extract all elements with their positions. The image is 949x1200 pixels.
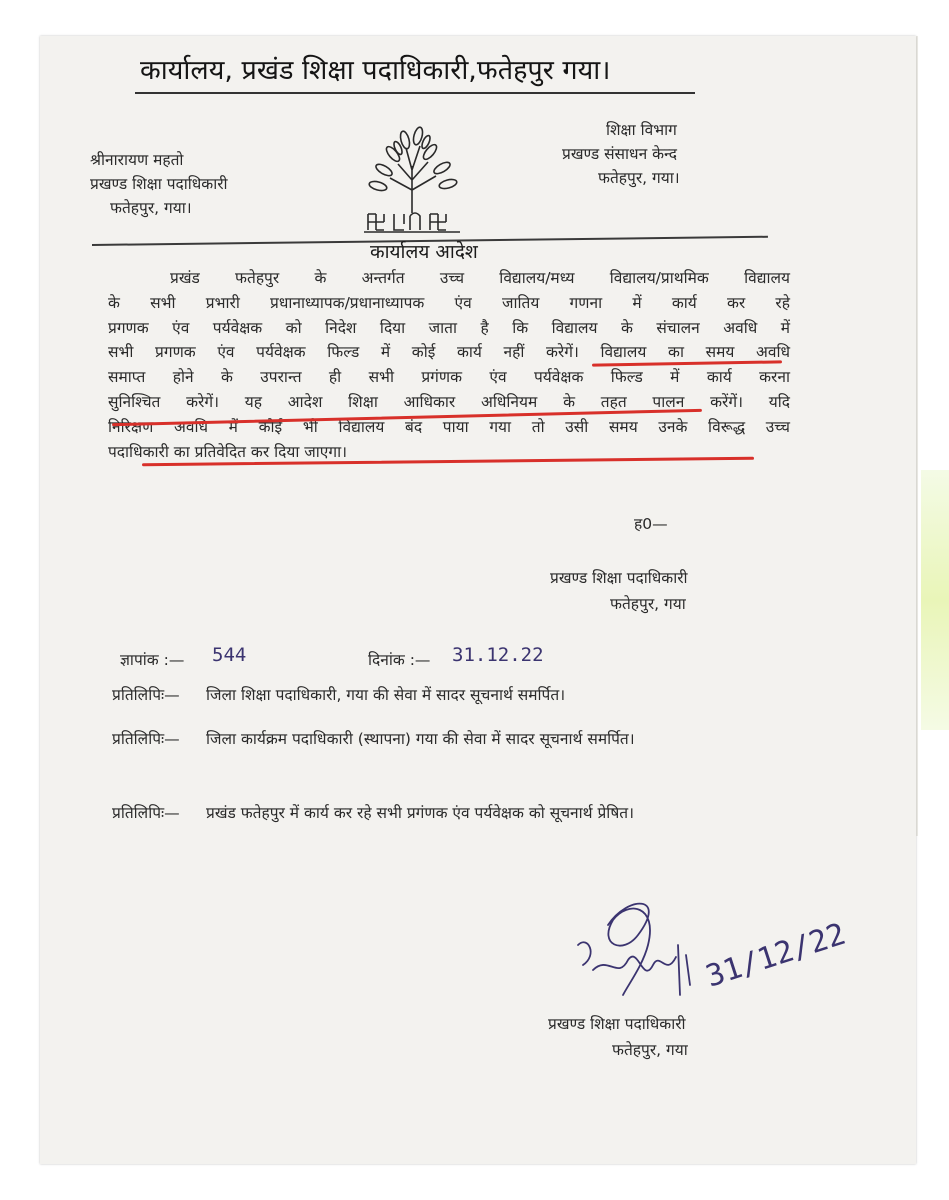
resource-centre: प्रखण्ड संसाधन केन्द (562, 145, 678, 163)
office-title: कार्यालय, प्रखंड शिक्षा पदाधिकारी,फतेहपुर गया। (140, 55, 611, 86)
memo-number-label: ज्ञापांक :— (120, 651, 185, 669)
copy-label: प्रतिलिपिः— (112, 804, 180, 822)
department-name: शिक्षा विभाग (606, 121, 677, 139)
order-line: सभी प्रगणक एंव पर्यवेक्षक फिल्ड में कोई कार्य नहीं करेगें। विद्यालय का समय अवधि (108, 343, 790, 362)
copy-label: प्रतिलिपिः— (112, 686, 180, 704)
sign-mark: ह0— (634, 515, 668, 533)
order-body (108, 266, 790, 464)
order-line: निरिक्षण अवधि में कोई भी विद्यालय बंद पाया गया तो उसी समय उनके विरूद्ध उच्च (108, 417, 790, 436)
order-line: के सभी प्रभारी प्रधानाध्यापक/प्रधानाध्यापक एंव जातिय गणना में कार्य कर रहे (108, 293, 790, 312)
copy-text: जिला कार्यक्रम पदाधिकारी (स्थापना) गया की सेवा में सादर सूचनार्थ समर्पित। (206, 730, 635, 748)
officer-designation: प्रखण्ड शिक्षा पदाधिकारी (90, 175, 228, 193)
resource-centre-place: फतेहपुर, गया। (598, 169, 680, 187)
order-heading: कार्यालय आदेश (370, 241, 478, 263)
bodhi-tree-swastika-emblem-icon (360, 118, 472, 236)
officer-name: श्रीनारायण महतो (90, 151, 184, 169)
copy-text: जिला शिक्षा पदाधिकारी, गया की सेवा में सादर सूचनार्थ समर्पित। (206, 686, 566, 704)
memo-number-value: 544 (212, 644, 247, 666)
memo-date-value: 31.12.22 (452, 644, 544, 666)
order-line: प्रगणक एंव पर्यवेक्षक को निदेश दिया जाता है कि विद्यालय के संचालन अवधि में (108, 318, 790, 337)
signatory-place: फतेहपुर, गया (610, 595, 686, 613)
memo-date-label: दिनांक :— (368, 651, 431, 669)
handwritten-signature (568, 885, 868, 1025)
officer-place: फतेहपुर, गया। (110, 199, 192, 217)
title-underline (135, 92, 695, 94)
order-line: सुनिश्चित करेगें। यह आदेश शिक्षा आधिकार अधिनियम के तहत पालन करेंगें। यदि (108, 392, 790, 411)
copy-label: प्रतिलिपिः— (112, 730, 180, 748)
signature-place: फतेहपुर, गया (612, 1041, 688, 1059)
order-line: पदाधिकारी का प्रतिवेदित कर दिया जाएगा। (108, 442, 347, 461)
order-line: समाप्त होने के उपरान्त ही सभी प्रगंणक एंव पर्यवेक्षक फिल्ड में कार्य करना (108, 368, 790, 387)
signature-title: प्रखण्ड शिक्षा पदाधिकारी (548, 1015, 686, 1033)
copy-text: प्रखंड फतेहपुर में कार्य कर रहे सभी प्रगंणक एंव पर्यवेक्षक को सूचनार्थ प्रेषित। (206, 804, 634, 822)
signatory-title: प्रखण्ड शिक्षा पदाधिकारी (550, 569, 688, 587)
order-line: प्रखंड फतेहपुर के अन्तर्गत उच्च विद्यालय/मध्य विद्यालय/प्राथमिक विद्यालय (170, 269, 790, 287)
signature-date: 31/12/22 (701, 916, 850, 995)
